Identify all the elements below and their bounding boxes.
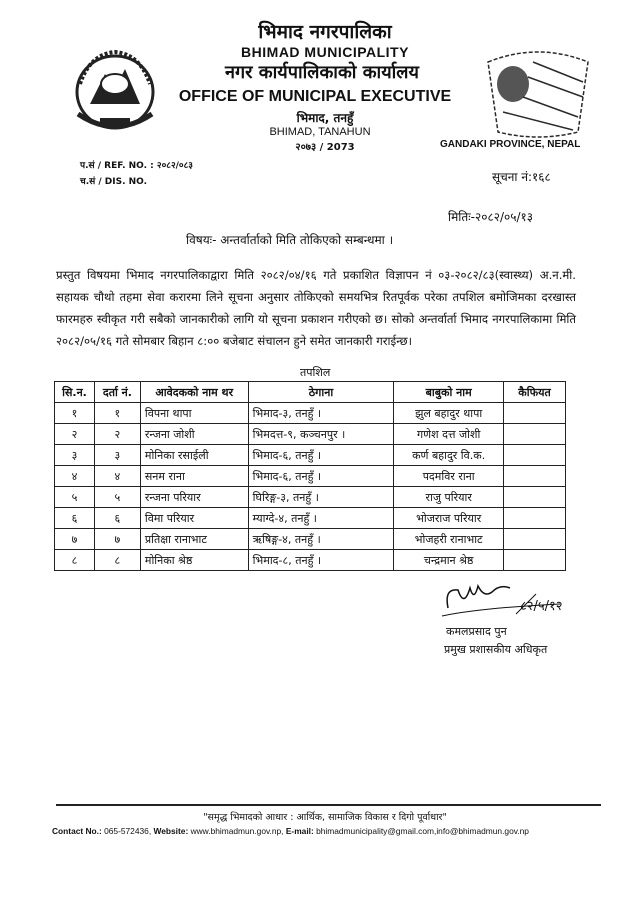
cell-address: ऋषिङ्ग-४, तनहुँ । [248, 529, 394, 550]
province-label: GANDAKI PROVINCE, NEPAL [440, 139, 581, 150]
nepal-emblem-icon [70, 44, 160, 134]
table-row [55, 424, 566, 445]
cell-address: म्याग्दे-४, तनहुँ । [248, 508, 394, 529]
cell-remarks [504, 508, 566, 529]
office-seal-icon [478, 42, 598, 142]
signatory-name: कमलप्रसाद पुन [446, 625, 507, 638]
signature-date: ८२/५/१२ [520, 599, 563, 614]
ref-label: प.सं / REF. NO. : [80, 161, 154, 171]
cell-reg-no: ७ [94, 529, 140, 550]
address-english: BHIMAD, TANAHUN [269, 126, 371, 138]
table-row [55, 403, 566, 424]
header-sn: सि.न. [55, 382, 95, 403]
cell-remarks [504, 466, 566, 487]
cell-father-name: गणेश दत्त जोशी [394, 424, 504, 445]
table-row [55, 487, 566, 508]
cell-reg-no: ४ [94, 466, 140, 487]
table-row [55, 529, 566, 550]
cell-remarks [504, 445, 566, 466]
municipality-name-nepali: भिमाद नगरपालिका [258, 21, 392, 43]
cell-sn: ८ [55, 550, 95, 571]
cell-remarks [504, 403, 566, 424]
cell-father-name: भोजराज परियार [394, 508, 504, 529]
header-reg-no: दर्ता नं. [94, 382, 140, 403]
office-name-english: OFFICE OF MUNICIPAL EXECUTIVE [178, 88, 452, 105]
table-row [55, 508, 566, 529]
cell-reg-no: १ [94, 403, 140, 424]
office-name-nepali: नगर कार्यपालिकाको कार्यालय [225, 62, 419, 83]
cell-reg-no: ५ [94, 487, 140, 508]
municipality-name-english: BHIMAD MUNICIPALITY [241, 44, 409, 60]
table-row [55, 466, 566, 487]
cell-sn: १ [55, 403, 95, 424]
cell-sn: ४ [55, 466, 95, 487]
table-caption: तपशिल [300, 366, 331, 379]
header-remarks: कैफियत [504, 382, 566, 403]
website-label: Website: [153, 826, 189, 836]
signature-icon [440, 568, 590, 628]
cell-address: भिमाद-८, तनहुँ । [248, 550, 394, 571]
notice-date: मितिः-२०८२/०५/१३ [448, 210, 533, 224]
notice-number: सूचना नं:१६८ [492, 170, 551, 184]
email-label: E-mail: [285, 826, 314, 836]
address-nepali: भिमाद, तनहुँ [296, 111, 354, 125]
signatory-title: प्रमुख प्रशासकीय अधिकृत [444, 643, 548, 656]
cell-sn: ५ [55, 487, 95, 508]
header-applicant-name: आवेदकको नाम थर [140, 382, 248, 403]
table-header-row [55, 382, 566, 403]
established-year: २०७३ / 2073 [295, 142, 355, 153]
cell-father-name: कर्ण बहादुर वि.क. [394, 445, 504, 466]
cell-applicant-name: सनम राना [140, 466, 248, 487]
cell-reg-no: २ [94, 424, 140, 445]
cell-father-name: भोजहरी रानाभाट [394, 529, 504, 550]
cell-sn: ७ [55, 529, 95, 550]
notice-subject: विषयः- अन्तर्वार्ताको मिति तोकिएको सम्बन्धमा । [186, 233, 394, 247]
cell-father-name: चन्द्रमान श्रेष्ठ [394, 550, 504, 571]
cell-father-name: पदमविर राना [394, 466, 504, 487]
cell-remarks [504, 487, 566, 508]
cell-address: भिमदत्त-९, कञ्चनपुर । [248, 424, 394, 445]
cell-sn: २ [55, 424, 95, 445]
cell-applicant-name: रन्जना परियार [140, 487, 248, 508]
cell-father-name: झुल बहादुर थापा [394, 403, 504, 424]
cell-applicant-name: मोनिका रसाईली [140, 445, 248, 466]
cell-applicant-name: विपना थापा [140, 403, 248, 424]
applicant-table [54, 381, 566, 571]
cell-applicant-name: विमा परियार [140, 508, 248, 529]
cell-address: भिमाद-६, तनहुँ । [248, 466, 394, 487]
cell-remarks [504, 424, 566, 445]
cell-address: घिरिङ्ग-३, तनहुँ । [248, 487, 394, 508]
cell-applicant-name: प्रतिक्षा रानाभाट [140, 529, 248, 550]
footer-divider [56, 804, 601, 806]
header-address: ठेगाना [248, 382, 394, 403]
dis-number: च.सं / DIS. NO. [80, 177, 148, 187]
contact-number: 065-572436, [104, 826, 152, 836]
cell-reg-no: ६ [94, 508, 140, 529]
ref-value: २०८२/०८३ [156, 161, 193, 171]
cell-address: भिमाद-३, तनहुँ । [248, 403, 394, 424]
cell-remarks [504, 529, 566, 550]
cell-reg-no: ८ [94, 550, 140, 571]
contact-label: Contact No.: [52, 826, 102, 836]
cell-sn: ६ [55, 508, 95, 529]
cell-applicant-name: मोनिका श्रेष्ठ [140, 550, 248, 571]
ref-number [80, 158, 193, 171]
footer-contact [52, 826, 612, 836]
table-row [55, 445, 566, 466]
footer-motto: "समृद्ध भिमादको आधार : आर्थिक, सामाजिक विकास र दिगो पूर्वाधार" [203, 812, 447, 823]
header-father-name: बाबुको नाम [394, 382, 504, 403]
website-link[interactable]: www.bhimadmun.gov.np, [190, 826, 284, 836]
cell-sn: ३ [55, 445, 95, 466]
cell-applicant-name: रन्जना जोशी [140, 424, 248, 445]
cell-reg-no: ३ [94, 445, 140, 466]
cell-father-name: राजु परियार [394, 487, 504, 508]
notice-body: प्रस्तुत विषयमा भिमाद नगरपालिकाद्वारा मिति २०८२/०४/१६ गते प्रकाशित विज्ञापन नं ०३-२०८२/८३(स्वास्थ्य) अ.न.मी. सहायक चौथो तहमा सेवा करारमा लिने सूचना अनुसार तोकिएको समयभित्र रितपूर्वक परेका तपशिल बमोजिमका दरखास्त फारमहरु स्वीकृत गरी सबैको जानकारीको लागि यो सूचना प्रकाशन गरीएको छ। सोको अन्तर्वार्ता भिमाद नगरपालिकामा मिति २०८२/०५/१६ गते सोमबार बिहान ८:०० बजेबाट संचालन हुने समेत जानकारी गराईन्छ। [56, 268, 576, 348]
cell-address: भिमाद-६, तनहुँ । [248, 445, 394, 466]
email-link[interactable]: bhimadmunicipality@gmail.com,info@bhimadmun.gov.np [316, 826, 529, 836]
